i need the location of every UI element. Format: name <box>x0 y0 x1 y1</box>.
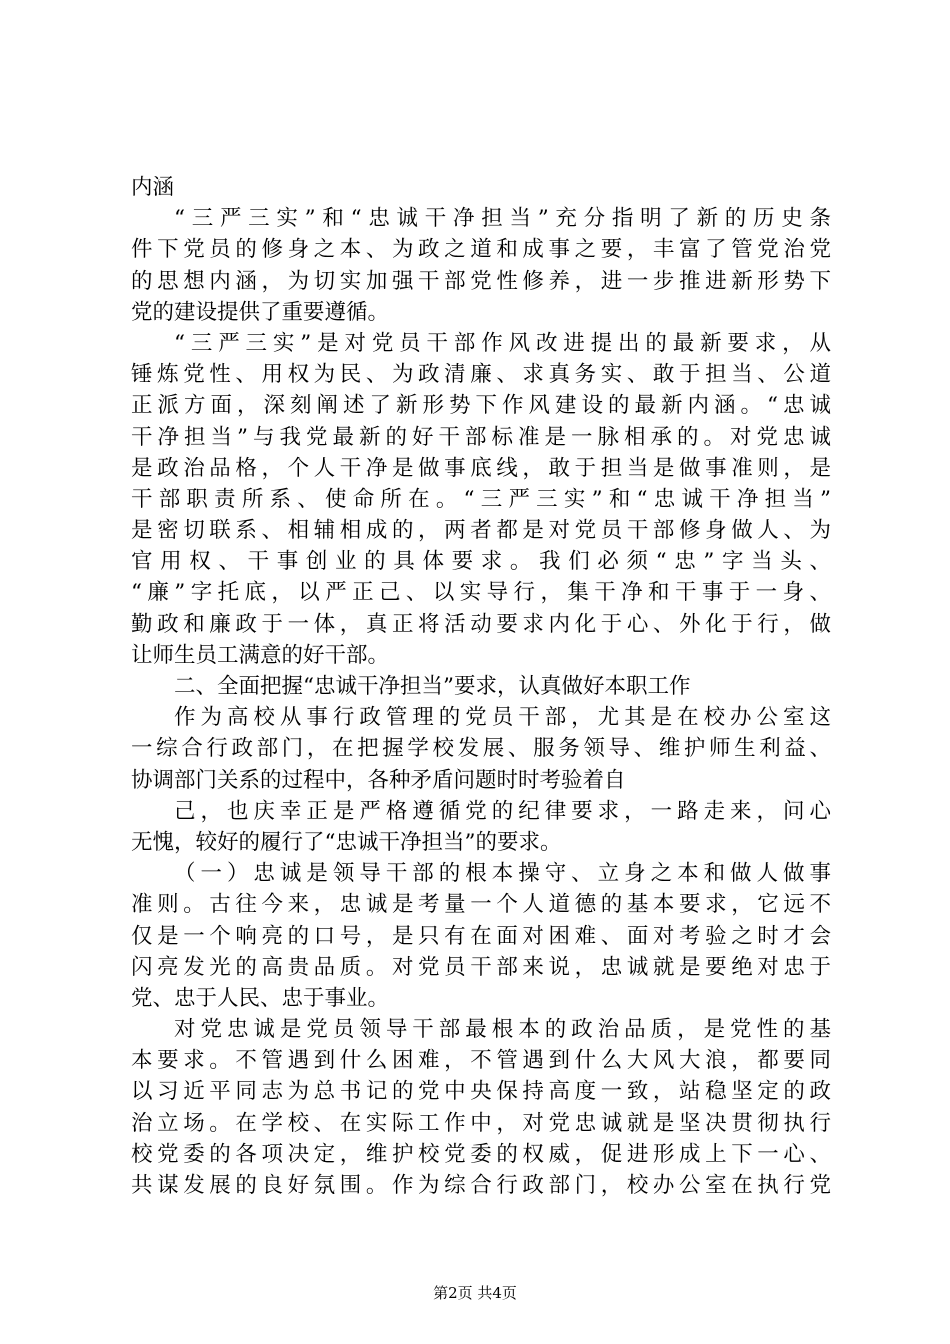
document-body <box>131 172 831 1201</box>
text-line: 二、全面把握“忠诚干净担当”要求，认真做好本职工作 <box>174 674 691 699</box>
text-line: 是密切联系、相辅相成的，两者都是对党员干部修身做人、为 <box>131 518 831 544</box>
text-line: 作为高校从事行政管理的党员干部，尤其是在校办公室这 <box>174 705 831 731</box>
text-line: 勤政和廉政于一体，真正将活动要求内化于心、外化于行，做 <box>131 611 831 637</box>
text-line: 一综合行政部门，在把握学校发展、服务领导、维护师生利益、 <box>131 736 831 762</box>
text-line: 协调部门关系的过程中，各种矛盾问题时时考验着自 <box>131 767 626 793</box>
text-line: 以习近平同志为总书记的党中央保持高度一致，站稳坚定的政 <box>131 1079 831 1105</box>
text-line: （一）忠诚是领导干部的根本操守、立身之本和做人做事 <box>174 861 831 887</box>
text-line: 正派方面，深刻阐述了新形势下作风建设的最新内涵。“忠诚 <box>131 393 831 419</box>
text-line: “三严三实”是对党员干部作风改进提出的最新要求，从 <box>174 330 831 356</box>
text-line: 共谋发展的良好氛围。作为综合行政部门，校办公室在执行党 <box>131 1173 831 1198</box>
text-line: 官用权、干事创业的具体要求。我们必须“忠”字当头、 <box>131 549 831 575</box>
text-line: 准则。古往今来，忠诚是考量一个人道德的基本要求，它远不 <box>131 892 831 918</box>
text-line: “廉”字托底，以严正己、以实导行，集干净和干事于一身、 <box>131 580 831 606</box>
text-line: 干净担当”与我党最新的好干部标准是一脉相承的。对党忠诚 <box>131 424 831 450</box>
text-line: 本要求。不管遇到什么困难，不管遇到什么大风大浪，都要同 <box>131 1048 831 1074</box>
text-line: 校党委的各项决定，维护校党委的权威，促进形成上下一心、 <box>131 1141 831 1167</box>
text-line: “三严三实”和“忠诚干净担当”充分指明了新的历史条 <box>174 206 831 232</box>
text-line: 件下党员的修身之本、为政之道和成事之要，丰富了管党治党 <box>131 237 831 263</box>
text-line: 的思想内涵，为切实加强干部党性修养，进一步推进新形势下 <box>131 268 831 294</box>
text-line: 锤炼党性、用权为民、为政清廉、求真务实、敢于担当、公道 <box>131 362 831 388</box>
text-line: 对党忠诚是党员领导干部最根本的政治品质，是党性的基 <box>174 1017 831 1043</box>
page-footer: 第2页 共4页 <box>433 1284 517 1302</box>
text-line: 仅是一个响亮的口号，是只有在面对困难、面对考验之时才会 <box>131 923 831 949</box>
text-line: 干部职责所系、使命所在。“三严三实”和“忠诚干净担当” <box>131 486 831 512</box>
text-line: 是政治品格，个人干净是做事底线，敢于担当是做事准则，是 <box>131 455 831 481</box>
text-line: 治立场。在学校、在实际工作中，对党忠诚就是坚决贯彻执行 <box>131 1110 831 1136</box>
text-line: 己，也庆幸正是严格遵循党的纪律要求，一路走来，问心 <box>174 798 831 824</box>
text-line: 党、忠于人民、忠于事业。 <box>131 985 390 1011</box>
text-line: 让师生员工满意的好干部。 <box>131 642 390 668</box>
text-line: 闪亮发光的高贵品质。对党员干部来说，忠诚就是要绝对忠于 <box>131 954 831 980</box>
text-line: 内涵 <box>131 175 175 200</box>
text-line: 无愧，较好的履行了“忠诚干净担当”的要求。 <box>131 829 562 855</box>
text-line: 党的建设提供了重要遵循。 <box>131 299 390 325</box>
